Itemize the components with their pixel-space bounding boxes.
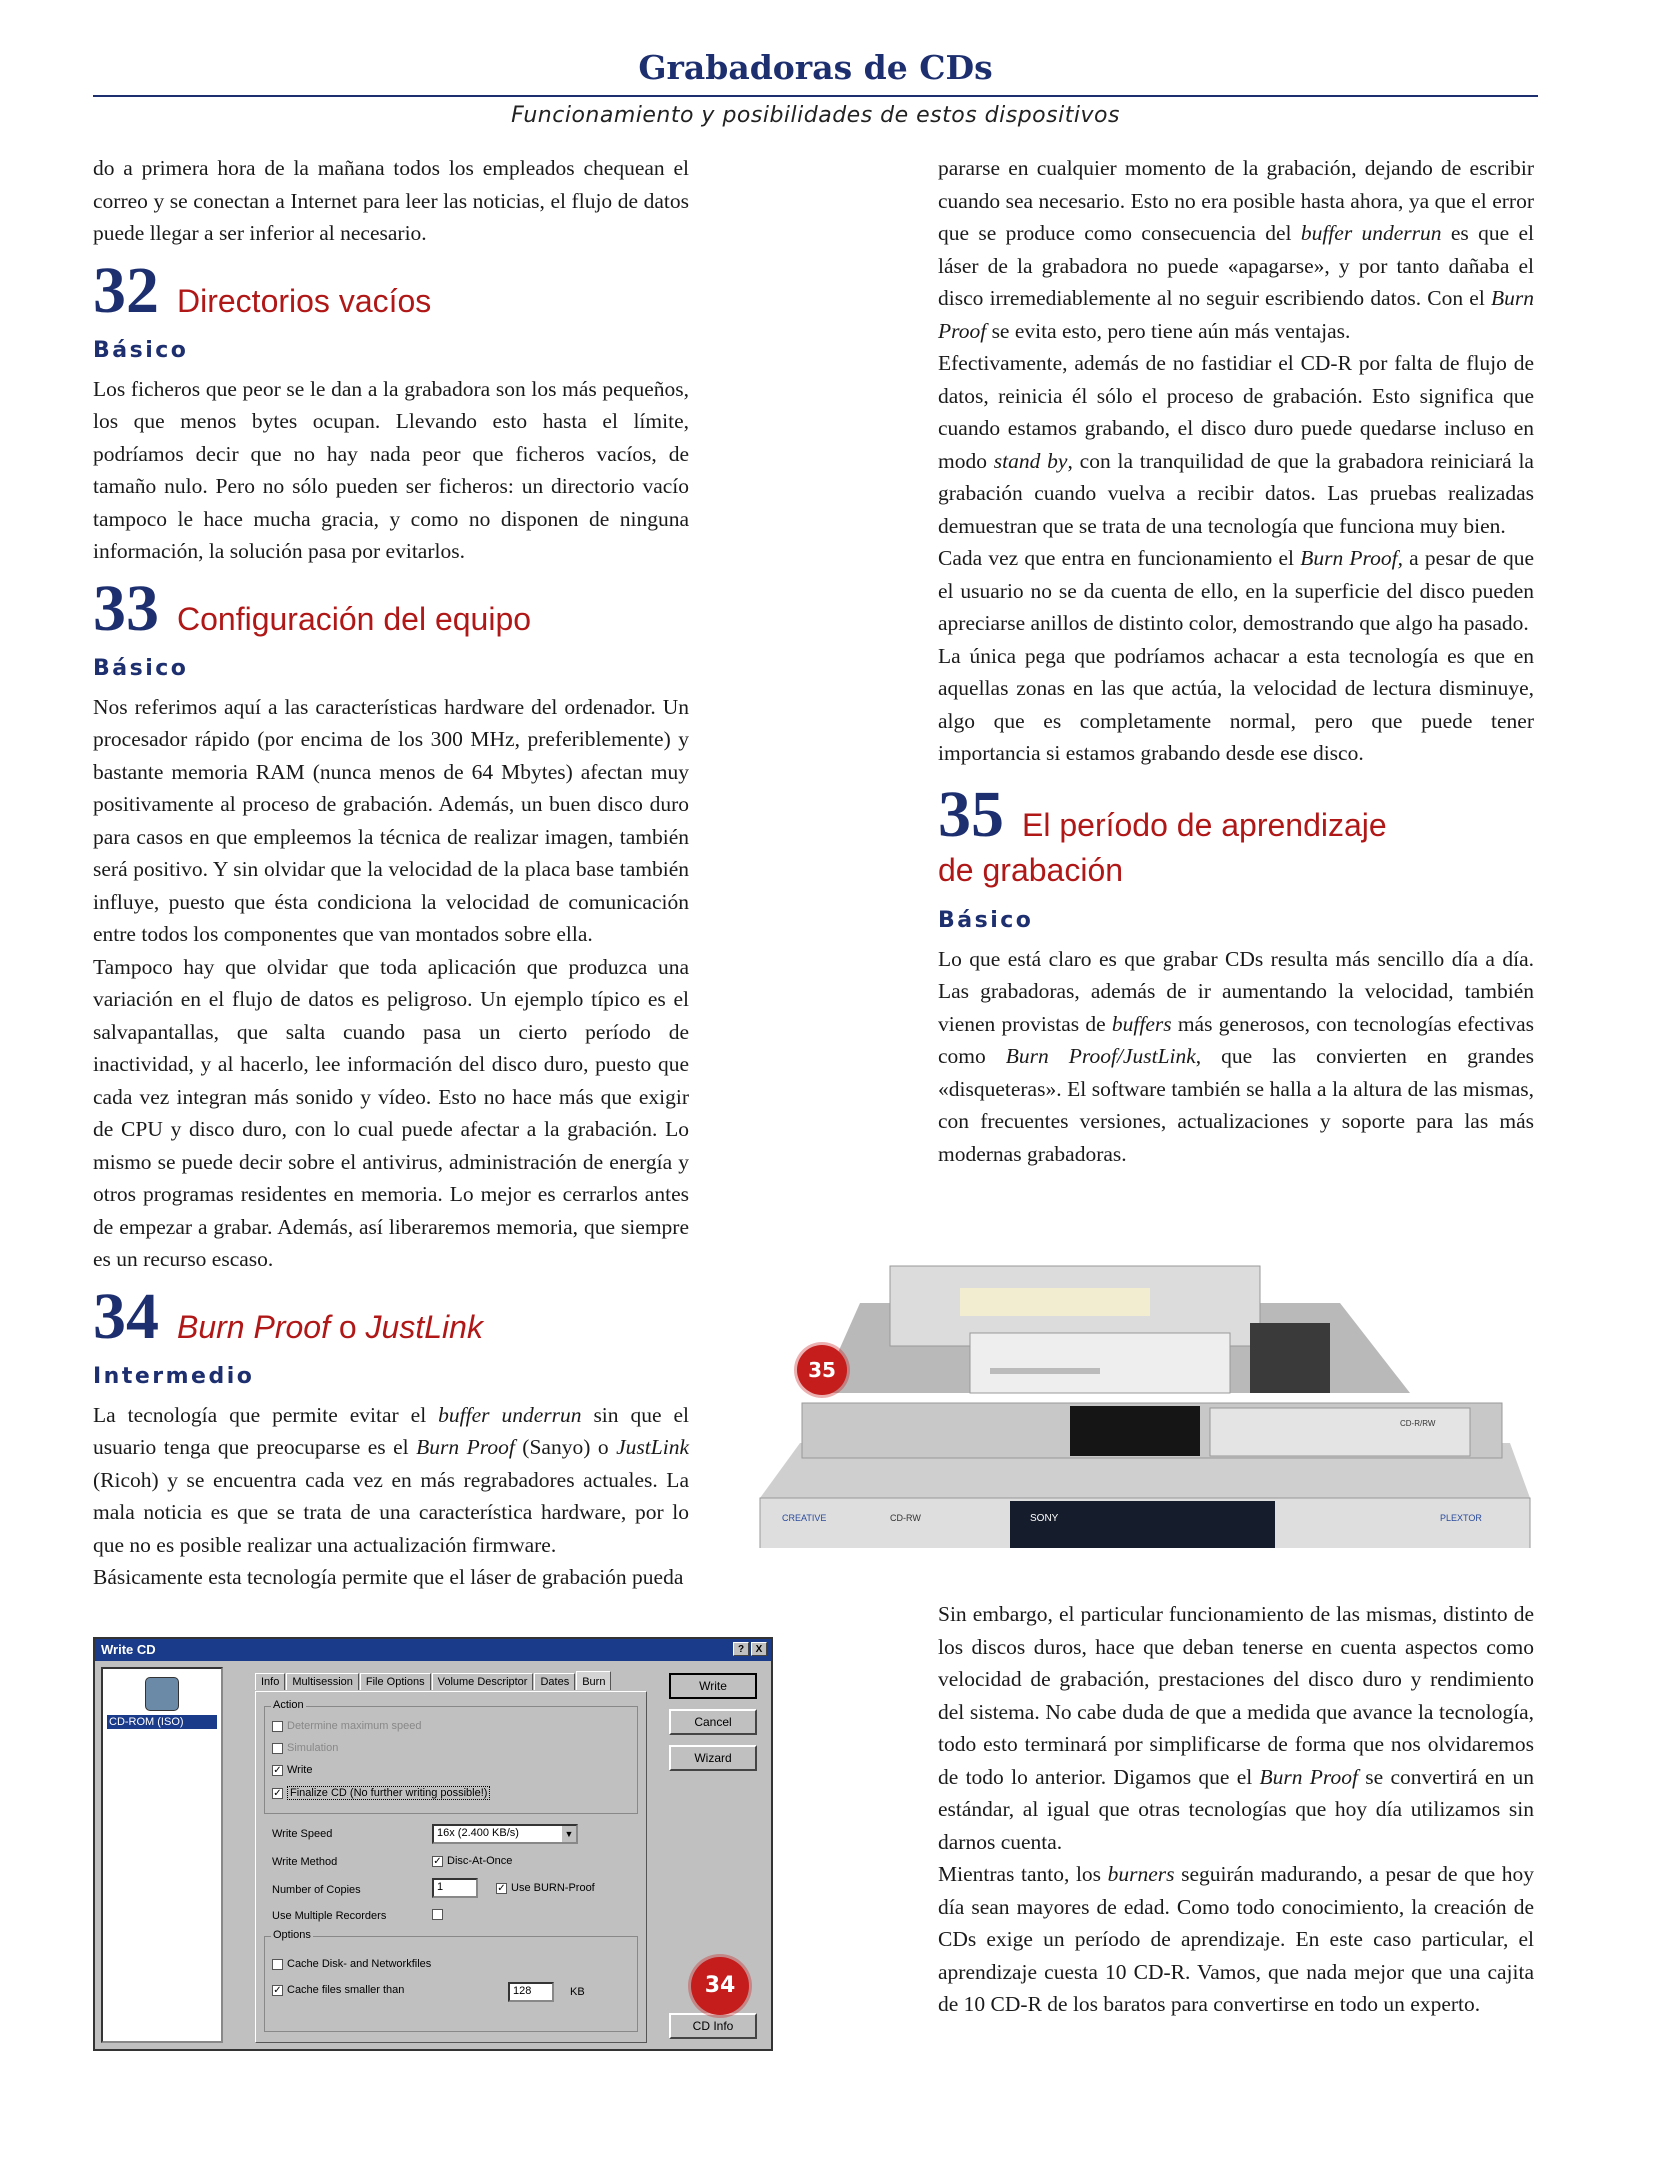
tab-dates[interactable]: Dates xyxy=(534,1673,575,1690)
section-32-heading xyxy=(93,253,689,327)
wizard-button[interactable]: Wizard xyxy=(669,1745,757,1771)
write-cd-dialog xyxy=(93,1637,773,2051)
titlebar-buttons xyxy=(733,1642,767,1656)
checkbox-box xyxy=(272,1721,283,1732)
section-33-paragraph-2: Tampoco hay que olvidar que toda aplicación que produzca una variación en el flujo de datos es peligroso. Un ejemplo típico es el salvapantallas, que salta cuando pasa un cierto período de inactividad, y al hacerlo, lee información del disco duro, puesto que cada vez integran más sonido y vídeo. Esto no hace más que exigir de CPU y disco duro, con lo cual puede afectar a la grabación. Lo mismo se puede decir sobre el antivirus, administración de energía y otros programas residentes en memoria. Lo mejor es cerrarlos antes de empezar a grabar. Además, así liberaremos memoria, que siempre es un recurso escaso. xyxy=(93,954,689,1271)
checkbox-label: Finalize CD (No further writing possible!) xyxy=(287,1786,490,1800)
checkbox-label: Determine maximum speed xyxy=(287,1720,422,1732)
text-italic: Burn Proof, xyxy=(1300,546,1403,570)
checkbox-box: ✓ xyxy=(273,1787,282,1799)
page-title: Grabadoras de CDs xyxy=(638,48,993,87)
section-34-paragraph-1 xyxy=(93,1399,689,1562)
text-italic: stand by xyxy=(993,448,1068,473)
section-33-paragraph-1: Nos referimos aquí a las características hardware del ordenador. Un procesador rápido (por encima de los 300 MHz, preferiblemente) y bastante memoria RAM (nunca menos de 64 Mbytes) afectan muy positivamente al proceso de grabación. Además, un buen disco duro para casos en que empleemos la técnica de realizar imagen, también será positivo. Y sin olvidar que la velocidad de la placa base también influye, puesto que ésta condiciona la velocidad de comunicación entre todos los componentes que van montados sobre ella. xyxy=(93,694,689,946)
section-33-heading xyxy=(93,571,689,645)
section-34-heading xyxy=(93,1279,689,1353)
checkbox-box: ✓ xyxy=(273,1764,282,1776)
right-paragraph-1 xyxy=(938,152,1534,347)
text: La tecnología que permite evitar el xyxy=(93,1402,439,1427)
text: Mientras tanto, los xyxy=(938,1862,1108,1886)
tab-multisession[interactable]: Multisession xyxy=(286,1673,359,1690)
checkbox-box xyxy=(272,1743,283,1754)
checkbox-label: Cache Disk- and Networkfiles xyxy=(287,1958,432,1970)
page-subtitle: Funcionamiento y posibilidades de estos dispositivos xyxy=(511,103,1120,128)
cache-unit-label: KB xyxy=(570,1986,585,1998)
write-button[interactable]: Write xyxy=(669,1673,757,1699)
text: a pesar de que el usuario no se da cuenta de ello, en la superficie del disco pueden apreciarse anillos de distinto color, demostrando que algo ha pasado. xyxy=(938,546,1535,635)
close-button[interactable]: X xyxy=(751,1642,767,1656)
checkbox-label: Write xyxy=(287,1764,313,1776)
multi-rec-label: Use Multiple Recorders xyxy=(272,1910,387,1922)
text: , que las convierten en grandes «disqueteras». El software también se halla a la altura de las mismas, con frecuentes versiones, actualizaciones y soporte para las más modernas grabadoras. xyxy=(938,1044,1534,1166)
cd-burners-photo xyxy=(740,1228,1540,1548)
tab-volume-descriptor[interactable]: Volume Descriptor xyxy=(432,1673,534,1690)
section-title: Configuración del equipo xyxy=(177,600,532,637)
cd-drive-icon xyxy=(145,1677,179,1711)
text-italic: Burn Proof xyxy=(938,286,1534,343)
burn-proof-checkbox[interactable] xyxy=(496,1882,595,1894)
text: pararse en cualquier momento de la grabación, dejando de escribir cuando sea necesario. Esto no era posible hasta ahora, ya que el error que se produce como consecuencia del xyxy=(938,156,1534,245)
text-italic: buffers xyxy=(1111,1011,1172,1036)
write-method-label: Write Method xyxy=(272,1856,338,1868)
text: se convertirá en un estándar, al igual que otras tecnologías que hoy día utilizamos sin darnos cuenta. xyxy=(938,1764,1534,1854)
text-italic: buffer underrun xyxy=(438,1402,582,1427)
warning-labels xyxy=(1250,1323,1330,1393)
section-35-paragraph-1 xyxy=(938,943,1534,1171)
left-column xyxy=(93,152,689,1594)
right-column-lower xyxy=(938,1598,1534,2021)
copies-label: Number of Copies xyxy=(272,1884,361,1896)
plextor-label: PLEXTOR xyxy=(1440,1513,1482,1523)
figure-35-badge: 35 xyxy=(797,1345,847,1395)
tab-burn[interactable]: Burn xyxy=(576,1671,611,1690)
right-paragraph-3 xyxy=(938,542,1534,640)
dialog-tabs xyxy=(255,1673,612,1690)
level-label: Básico xyxy=(93,337,189,363)
checkbox-box xyxy=(432,1909,443,1920)
title-justlink: JustLink xyxy=(365,1308,483,1345)
text: (Sanyo) o xyxy=(514,1435,617,1459)
finalize-checkbox[interactable] xyxy=(272,1786,490,1800)
checkbox-box: ✓ xyxy=(497,1882,506,1894)
section-35-paragraph-2 xyxy=(938,1598,1534,1858)
text: es que el láser de la grabadora no puede «apagarse», y por tanto dañaba el disco irremediablemente al no seguir escribiendo datos. Con el xyxy=(938,221,1535,310)
options-group-label: Options xyxy=(273,1929,311,1941)
text: sin que el usuario tenga que preocuparse es el xyxy=(93,1402,690,1459)
figure-34-badge: 34 xyxy=(691,1957,749,2015)
checkbox-label: Simulation xyxy=(287,1742,339,1754)
text: Cada vez que entra en funcionamiento el xyxy=(938,546,1301,570)
text: Efectivamente, además de no fastidiar el CD-R por falta de flujo de datos, reinicia él sólo el proceso de grabación. Esto significa que cuando estamos grabando, el disco duro puede quedarse incluso en modo xyxy=(938,351,1534,473)
drive-item[interactable]: CD-ROM (ISO) xyxy=(107,1715,217,1729)
middle-right-drive xyxy=(1210,1408,1470,1456)
text: Lo que está claro es que grabar CDs resulta más sencillo día a día. Las grabadoras, además de ir aumentando la velocidad, también vienen provistas de xyxy=(938,946,1534,1036)
section-32-paragraph: Los ficheros que peor se le dan a la grabadora son los más pequeños, los que menos bytes ocupan. Llevando esto hasta el límite, podríamos decir que no hay nada peor que ficheros vacíos, de tamaño nulo. Pero no sólo pueden ser ficheros: un directorio vacío tampoco le hace mucha gracia, y como no disponen de ninguna información, la solución pasa por evitarlos. xyxy=(93,376,689,563)
top-drive-front xyxy=(970,1333,1230,1393)
text: seguirán madurando, a pesar de que hoy día sean mayores de edad. Como todo conocimiento, la creación de CDs exige un período de aprendizaje. En este caso particular, el aprendizaje cuesta 10 CD-R. Vamos, que nada mejor que una cajita de 10 CD-R de los baratos para convertirse en todo un experto. xyxy=(938,1862,1534,2016)
text-italic: buffer underrun xyxy=(1300,221,1442,245)
checkbox-box: ✓ xyxy=(273,1984,282,1996)
title-o: o xyxy=(329,1308,366,1345)
tab-info[interactable]: Info xyxy=(255,1673,285,1690)
burn-panel xyxy=(255,1691,647,2043)
section-number: 35 xyxy=(938,777,1004,851)
text: (Ricoh) y se encuentra cada vez en más regrabadores actuales. La mala noticia es que se trata de una característica hardware, por lo que no es posible realizar una actualización firmware. xyxy=(93,1467,689,1557)
top-drive-label xyxy=(960,1288,1150,1316)
text: Sin embargo, el particular funcionamiento de las mismas, distinto de los discos duros, hace que deban tenerse en cuenta aspectos como velocidad de grabación, prestaciones del disco duro y rendimiento del sistema. No cabe duda de que a medida que avance la tecnología, todo esto terminará por simplificarse de forma que nos olvidaremos de todo lo anterior. Digamos que el xyxy=(938,1602,1534,1789)
dialog-titlebar xyxy=(95,1639,771,1661)
text: , con la tranquilidad de que la grabadora reiniciará la grabación cuando vuelva a recibir datos. Las pruebas realizadas demuestran que se trata de una tecnología que funciona muy bien. xyxy=(938,448,1534,538)
section-title xyxy=(177,1307,483,1347)
section-35-heading xyxy=(938,777,1534,851)
write-speed-label: Write Speed xyxy=(272,1828,333,1840)
section-title-line-2: de grabación xyxy=(938,851,1124,888)
max-speed-checkbox[interactable] xyxy=(272,1720,422,1732)
checkbox-label: Disc-At-Once xyxy=(447,1855,513,1867)
section-35-paragraph-3 xyxy=(938,1858,1534,2021)
chevron-down-icon: ▼ xyxy=(562,1826,576,1842)
text-italic: Burn Proof xyxy=(416,1435,515,1459)
cd-info-button[interactable]: CD Info xyxy=(669,2013,757,2039)
help-button[interactable]: ? xyxy=(733,1642,749,1656)
right-paragraph-2 xyxy=(938,347,1534,542)
level-label: Básico xyxy=(93,655,189,681)
section-number: 33 xyxy=(93,571,159,645)
dialog-title: Write CD xyxy=(101,1642,156,1657)
right-column xyxy=(938,152,1534,1170)
cancel-button[interactable]: Cancel xyxy=(669,1709,757,1735)
sony-label: SONY xyxy=(1030,1513,1059,1524)
select-value: 16x (2.400 KB/s) xyxy=(437,1827,519,1839)
title-burn-proof: Burn Proof xyxy=(177,1308,330,1345)
text-italic: Burn Proof/JustLink xyxy=(1005,1044,1196,1068)
cache-disk-checkbox[interactable] xyxy=(272,1958,431,1970)
header-rule xyxy=(93,95,1538,97)
page-header xyxy=(93,48,1538,128)
text-italic: Burn Proof xyxy=(1259,1764,1358,1789)
section-title: Directorios vacíos xyxy=(177,282,432,319)
cdrw-label: CD-RW xyxy=(890,1513,921,1523)
creative-label: CREATIVE xyxy=(782,1513,827,1523)
text-italic: burners xyxy=(1107,1862,1175,1886)
cache-files-checkbox[interactable] xyxy=(272,1984,404,1996)
right-paragraph-4: La única pega que podríamos achacar a esta tecnología es que en aquellas zonas en las que actúa, la velocidad de lectura disminuye, algo que es completamente normal, pero que puede tener importancia si estamos grabando desde ese disco. xyxy=(938,643,1534,765)
write-checkbox[interactable] xyxy=(272,1764,312,1776)
level-label: Intermedio xyxy=(93,1363,255,1389)
section-number: 34 xyxy=(93,1279,159,1353)
middle-dark-drive xyxy=(1070,1406,1200,1456)
cache-size-input[interactable]: 128 xyxy=(508,1982,554,2002)
simulation-checkbox[interactable] xyxy=(272,1742,338,1754)
write-speed-select[interactable] xyxy=(432,1824,578,1844)
copies-input[interactable]: 1 xyxy=(432,1878,478,1898)
level-label: Básico xyxy=(938,907,1034,933)
section-title-line-1: El período de aprendizaje xyxy=(1022,806,1387,843)
section-34-paragraph-2: Básicamente esta tecnología permite que el láser de grabación pueda xyxy=(93,1565,684,1589)
checkbox-box xyxy=(272,1959,283,1970)
text-italic: JustLink xyxy=(616,1435,689,1459)
checkbox-label: Cache files smaller than xyxy=(287,1984,405,1996)
sony-drive-front xyxy=(1010,1501,1275,1548)
multi-rec-checkbox[interactable] xyxy=(432,1909,443,1920)
text: se evita esto, pero tiene aún más ventajas. xyxy=(986,318,1351,343)
text: más generosos, con tecnologías efectivas como xyxy=(938,1011,1534,1068)
disc-at-once-checkbox[interactable] xyxy=(432,1855,512,1867)
tray-slot xyxy=(990,1368,1100,1374)
section-number: 32 xyxy=(93,253,159,327)
checkbox-box: ✓ xyxy=(433,1855,442,1867)
tab-file-options[interactable]: File Options xyxy=(360,1673,431,1690)
intro-paragraph: do a primera hora de la mañana todos los empleados chequean el correo y se conectan a Internet para leer las noticias, el flujo de datos puede llegar a ser inferior al necesario. xyxy=(93,156,689,245)
drive-tree xyxy=(101,1667,223,2043)
action-group-label: Action xyxy=(273,1699,304,1711)
cdrrw-label: CD-R/RW xyxy=(1400,1419,1436,1428)
checkbox-label: Use BURN-Proof xyxy=(511,1882,595,1894)
